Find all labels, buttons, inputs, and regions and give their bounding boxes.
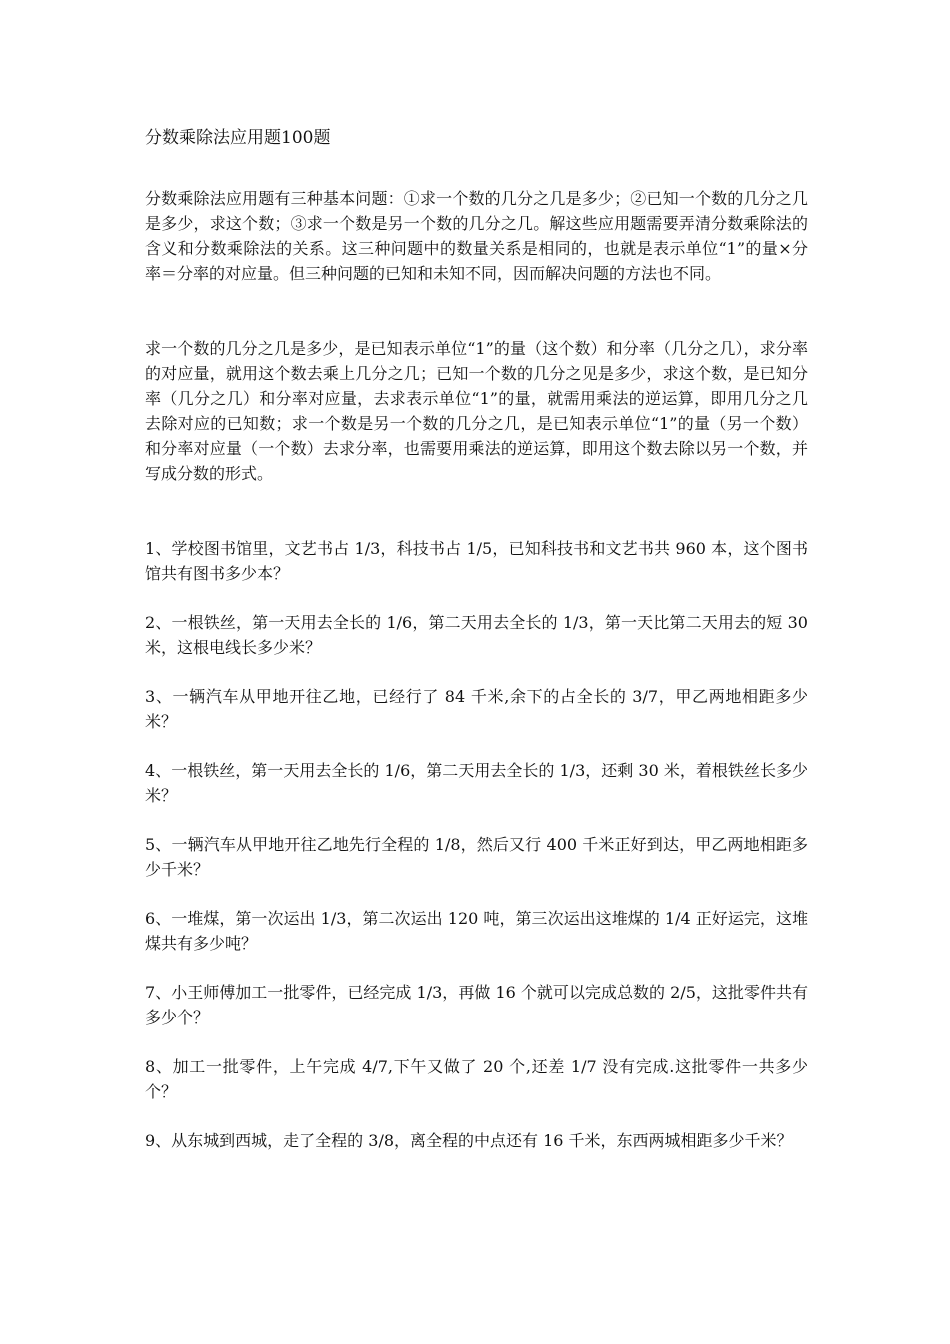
method-paragraph: 求一个数的几分之几是多少，是已知表示单位“1”的量（这个数）和分率（几分之几），求分率的对应量，就用这个数去乘上几分之几；已知一个数的几分之见是多少，求这个数，是已知分率（几分之几）和分率对应量，去求表示单位“1”的量，就需用乘法的逆运算，即用几分之几去除对应的已知数；求一个数是另一个数的几分之几，是已知表示单位“1”的量（另一个数）和分率对应量（一个数）去求分率，也需要用乘法的逆运算，即用这个数去除以另一个数，并写成分数的形式。 xyxy=(145,339,808,483)
question-item: 5、一辆汽车从甲地开往乙地先行全程的 1/8，然后又行 400 千米正好到达，甲乙两地相距多少千米？ xyxy=(145,835,808,879)
question-item: 8、加工一批零件，上午完成 4/7,下午又做了 20 个,还差 1/7 没有完成.这批零件一共多少个？ xyxy=(145,1057,808,1101)
question-item: 9、从东城到西城，走了全程的 3/8，离全程的中点还有 16 千米，东西两城相距多少千米？ xyxy=(145,1131,793,1150)
intro-paragraph: 分数乘除法应用题有三种基本问题：①求一个数的几分之几是多少；②已知一个数的几分之几是多少，求这个数；③求一个数是另一个数的几分之几。解这些应用题需要弄清分数乘除法的含义和分数乘除法的关系。这三种问题中的数量关系是相同的，也就是表示单位“1”的量×分率＝分率的对应量。但三种问题的已知和未知不同，因而解决问题的方法也不同。 xyxy=(145,189,808,283)
question-item: 3、一辆汽车从甲地开往乙地，已经行了 84 千米,余下的占全长的 3/7，甲乙两地相距多少米？ xyxy=(145,687,808,731)
question-item: 1、学校图书馆里，文艺书占 1/3，科技书占 1/5，已知科技书和文艺书共 960 本，这个图书馆共有图书多少本？ xyxy=(145,539,808,583)
document-title: 分数乘除法应用题100题 xyxy=(145,128,331,148)
question-item: 7、小王师傅加工一批零件，已经完成 1/3，再做 16 个就可以完成总数的 2/5，这批零件共有多少个？ xyxy=(145,983,808,1027)
question-item: 6、一堆煤，第一次运出 1/3，第二次运出 120 吨，第三次运出这堆煤的 1/4 正好运完，这堆煤共有多少吨？ xyxy=(145,909,808,953)
question-item: 2、一根铁丝，第一天用去全长的 1/6，第二天用去全长的 1/3，第一天比第二天用去的短 30 米，这根电线长多少米？ xyxy=(145,613,808,657)
question-item: 4、一根铁丝，第一天用去全长的 1/6，第二天用去全长的 1/3，还剩 30 米，着根铁丝长多少米？ xyxy=(145,761,808,805)
